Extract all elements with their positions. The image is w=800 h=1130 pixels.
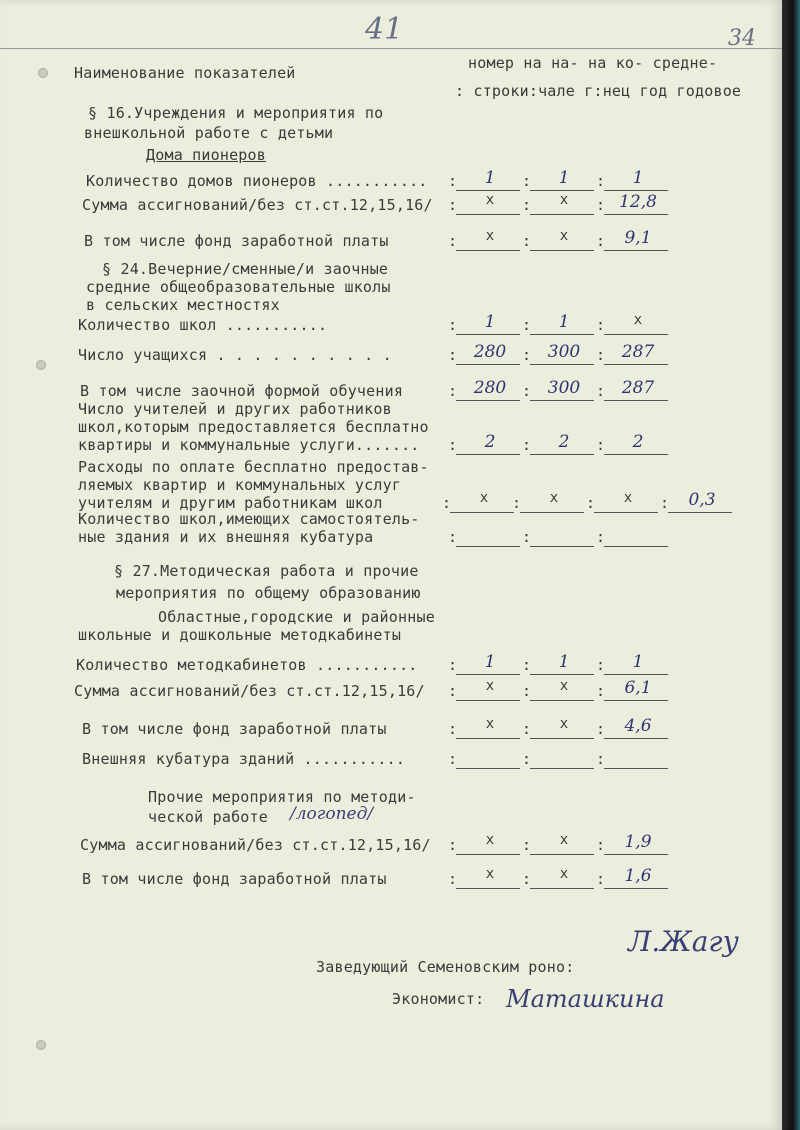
row-label: школ,которым предоставляется бесплатно — [78, 418, 429, 436]
column-separator: : — [596, 196, 606, 214]
column-separator: : — [448, 870, 458, 888]
other-heading-1: Прочие мероприятия по методи- — [148, 788, 416, 806]
row-label: Сумма ассигнований/без ст.ст.12,15,16/ — [80, 836, 431, 854]
row-label: Сумма ассигнований/без ст.ст.12,15,16/ — [82, 196, 433, 214]
economist-signature: Маташкина — [506, 985, 665, 1013]
methodcab-heading-2: школьные и дошкольные методкабинеты — [78, 626, 402, 644]
row-value: х — [623, 490, 633, 506]
row-label: Расходы по оплате бесплатно предостав- — [78, 458, 429, 476]
column-separator: : — [596, 382, 606, 400]
column-separator: : — [596, 836, 606, 854]
row-label: квартиры и коммунальные услуги....... — [78, 436, 420, 454]
column-separator: : — [448, 232, 458, 250]
row-value: 1 — [484, 312, 496, 332]
row-label: Количество методкабинетов ........... — [76, 656, 418, 674]
section-27-heading-1: § 27.Методическая работа и прочие — [114, 562, 419, 580]
row-value: х — [485, 866, 495, 882]
row-label: Количество школ ........... — [78, 316, 328, 334]
row-label: ляемых квартир и коммунальных услуг — [78, 476, 402, 494]
row-label: В том числе фонд заработной платы — [82, 870, 387, 888]
row-value: 1 — [632, 652, 644, 672]
column-separator: : — [512, 494, 522, 512]
punch-hole — [36, 1040, 46, 1050]
head-of-roно-label: Заведующий Семеновским роно: — [316, 958, 575, 976]
column-separator: : — [448, 656, 458, 674]
row-value: 2 — [484, 432, 496, 452]
column-separator: : — [522, 528, 532, 546]
row-value: 1 — [558, 168, 570, 188]
scan-edge — [782, 0, 800, 1130]
row-label: Внешняя кубатура зданий ........... — [82, 750, 406, 768]
column-separator: : — [596, 870, 606, 888]
row-value: 280 — [473, 342, 507, 362]
header-rule — [0, 48, 782, 49]
column-separator: : — [448, 436, 458, 454]
row-value: х — [549, 490, 559, 506]
row-value: х — [485, 228, 495, 244]
row-value: х — [485, 192, 495, 208]
row-value: 6,1 — [624, 678, 652, 698]
row-value: 1 — [558, 652, 570, 672]
section-24-heading-1: § 24.Вечерние/сменные/и заочные — [102, 260, 389, 278]
row-value: х — [485, 716, 495, 732]
row-value: 2 — [632, 432, 644, 452]
row-value: х — [559, 832, 569, 848]
section-16-heading-2: внешкольной работе с детьми — [84, 124, 334, 142]
column-separator: : — [522, 196, 532, 214]
column-separator: : — [448, 682, 458, 700]
row-value: х — [479, 490, 489, 506]
section-16-heading-1: § 16.Учреждения и мероприятия по — [88, 104, 384, 122]
row-value: х — [559, 192, 569, 208]
row-value: 1 — [484, 652, 496, 672]
header-columns-line1: номер на на- на ко- средне- — [468, 54, 718, 72]
column-separator: : — [522, 720, 532, 738]
row-value: х — [485, 678, 495, 694]
column-separator: : — [596, 172, 606, 190]
column-separator: : — [448, 346, 458, 364]
column-separator: : — [596, 528, 606, 546]
column-separator: : — [522, 346, 532, 364]
row-value: 1 — [484, 168, 496, 188]
row-label: ные здания и их внешняя кубатура — [78, 528, 374, 546]
column-separator: : — [522, 232, 532, 250]
column-separator: : — [596, 750, 606, 768]
row-value: 4,6 — [624, 716, 652, 736]
column-separator: : — [596, 346, 606, 364]
row-value: 1,6 — [624, 866, 652, 886]
value-underline — [604, 530, 668, 547]
value-underline — [456, 530, 520, 547]
row-value: 1,9 — [624, 832, 652, 852]
column-separator: : — [522, 836, 532, 854]
value-underline — [604, 752, 668, 769]
row-label: Сумма ассигнований/без ст.ст.12,15,16/ — [74, 682, 425, 700]
row-value: 300 — [547, 342, 581, 362]
column-separator: : — [448, 528, 458, 546]
column-separator: : — [448, 172, 458, 190]
column-separator: : — [522, 436, 532, 454]
column-separator: : — [596, 682, 606, 700]
row-label: В том числе фонд заработной платы — [82, 720, 387, 738]
row-value: 0,3 — [688, 490, 716, 510]
row-label: В том числе заочной формой обучения — [80, 382, 404, 400]
header-name-column: Наименование показателей — [74, 64, 296, 82]
column-separator: : — [448, 382, 458, 400]
column-separator: : — [448, 316, 458, 334]
head-signature: Л.Жагу — [628, 925, 739, 958]
column-separator: : — [596, 232, 606, 250]
row-value: 1 — [558, 312, 570, 332]
other-heading-2: ческой работе — [148, 808, 268, 826]
column-separator: : — [522, 382, 532, 400]
column-separator: : — [596, 436, 606, 454]
row-label: Количество школ,имеющих самостоятель- — [78, 510, 420, 528]
row-value: х — [559, 228, 569, 244]
corner-page-number: 34 — [728, 26, 756, 51]
column-separator: : — [522, 750, 532, 768]
row-value: х — [633, 312, 643, 328]
column-separator: : — [522, 316, 532, 334]
row-label: Число учителей и других работников — [78, 400, 392, 418]
row-value: 280 — [473, 378, 507, 398]
row-value: 2 — [558, 432, 570, 452]
row-value: х — [559, 678, 569, 694]
row-value: 287 — [621, 342, 655, 362]
section-16-subheading: Дома пионеров — [146, 146, 266, 164]
row-label: Число учащихся . . . . . . . . . . — [78, 346, 392, 364]
row-value: 12,8 — [619, 192, 657, 212]
row-label: В том числе фонд заработной платы — [84, 232, 389, 250]
row-value: х — [485, 832, 495, 848]
row-value: 287 — [621, 378, 655, 398]
value-underline — [530, 752, 594, 769]
row-value: 300 — [547, 378, 581, 398]
row-value: 1 — [632, 168, 644, 188]
column-separator: : — [660, 494, 670, 512]
punch-hole — [36, 360, 46, 370]
section-27-heading-2: мероприятия по общему образованию — [116, 584, 421, 602]
economist-label: Экономист: — [392, 990, 485, 1008]
column-separator: : — [442, 494, 452, 512]
column-separator: : — [596, 316, 606, 334]
other-handwritten-note: /логопед/ — [290, 804, 374, 824]
column-separator: : — [586, 494, 596, 512]
column-separator: : — [448, 196, 458, 214]
methodcab-heading-1: Областные,городские и районные — [158, 608, 435, 626]
column-separator: : — [448, 750, 458, 768]
row-value: х — [559, 866, 569, 882]
column-separator: : — [448, 836, 458, 854]
section-24-heading-2: средние общеобразовательные школы — [86, 278, 391, 296]
page-number: 41 — [365, 12, 404, 47]
row-label: учителям и другим работникам школ — [78, 494, 383, 512]
value-underline — [456, 752, 520, 769]
header-columns-line2: : строки:чале г:нец год годовое — [455, 82, 742, 100]
punch-hole — [38, 68, 48, 78]
column-separator: : — [522, 656, 532, 674]
row-value: 9,1 — [624, 228, 652, 248]
column-separator: : — [522, 682, 532, 700]
value-underline — [530, 530, 594, 547]
row-value: х — [559, 716, 569, 732]
column-separator: : — [596, 656, 606, 674]
column-separator: : — [522, 172, 532, 190]
row-label: Количество домов пионеров ........... — [86, 172, 428, 190]
section-24-heading-3: в сельских местностях — [86, 296, 280, 314]
column-separator: : — [596, 720, 606, 738]
column-separator: : — [448, 720, 458, 738]
column-separator: : — [522, 870, 532, 888]
